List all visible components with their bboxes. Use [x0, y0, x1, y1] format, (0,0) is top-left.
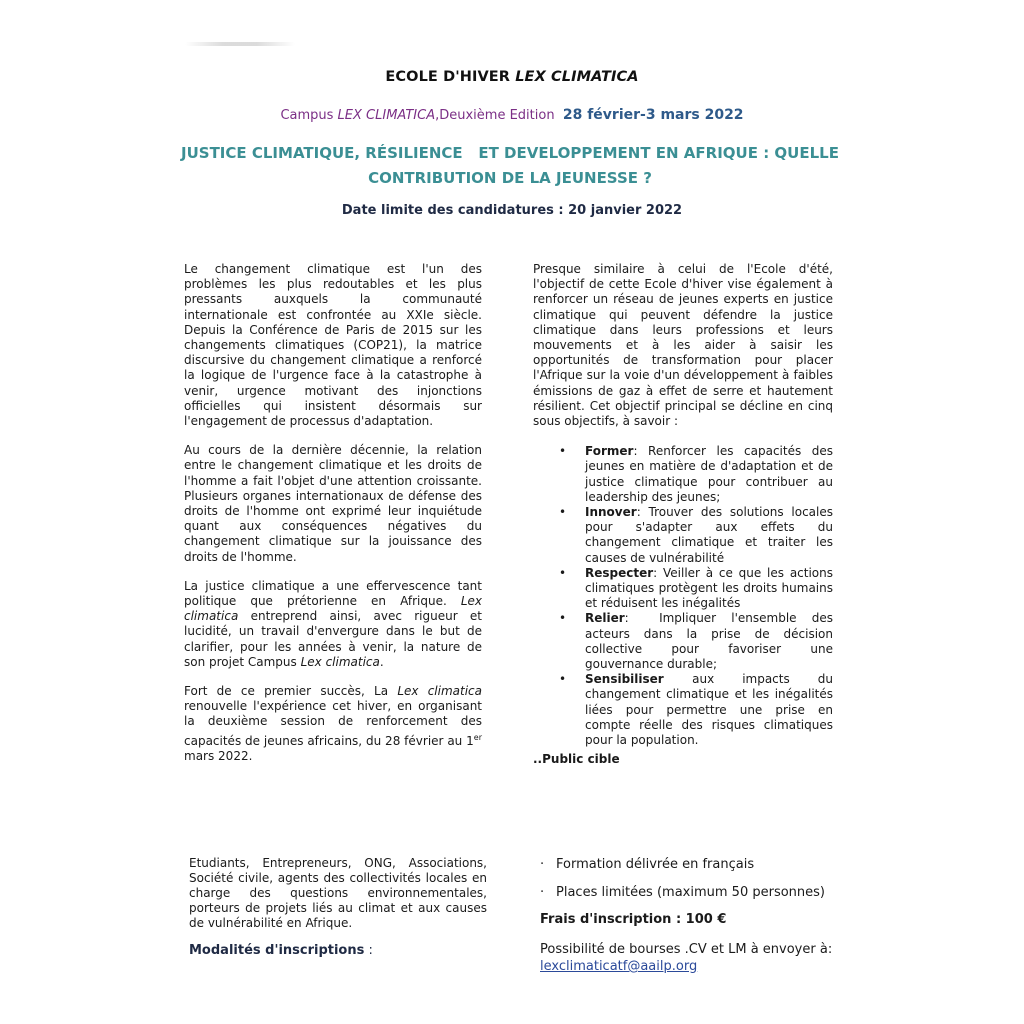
registration-colon: :: [364, 943, 373, 958]
info-item-text: Formation délivrée en français: [556, 857, 755, 872]
paragraph-2: Au cours de la dernière décennie, la relation entre le changement climatique et les droits de l'homme a fait l'objet d'une attention croissante. Plusieurs organes internationaux de défense des droits de l'homme ont exprimé leur inquiétude quant aux conséquences négatives du changement climatique sur la jouissance des droits de l'homme.: [184, 443, 482, 564]
objective-label: Former: [585, 444, 634, 459]
objective-item: [585, 611, 833, 672]
p4-text-c: mars 2022.: [184, 748, 253, 763]
objective-text: aux impacts du changement climatique et les inégalités liées pour permettre une prise en compte réelle des risques climatiques pour la population.: [585, 672, 833, 748]
p4-italic: Lex climatica: [397, 684, 482, 699]
heading-line-2: CONTRIBUTION DE LA JEUNESSE ?: [368, 169, 652, 187]
main-heading: [160, 141, 860, 191]
campus-suffix: ,Deuxième Edition: [435, 108, 555, 123]
campus-subtitle: [0, 107, 1024, 123]
scan-smudge: [185, 42, 295, 46]
campus-prefix: Campus: [280, 108, 338, 123]
p3-italic-2: Lex climatica: [300, 654, 380, 669]
right-column: [533, 262, 833, 748]
info-item-places: [540, 884, 825, 902]
objective-label: Sensibilise: [585, 672, 658, 687]
registration-label: Modalités d'inscriptions: [189, 943, 365, 958]
scholarship-info: [540, 941, 860, 975]
p3-text-c: .: [379, 654, 384, 669]
objective-separator: :: [636, 505, 649, 520]
title-prefix: ECOLE D'HIVER: [385, 69, 516, 85]
contact-email-link[interactable]: lexclimaticatf@aailp.org: [540, 959, 698, 974]
application-deadline: Date limite des candidatures : 20 janvier 2022: [341, 203, 683, 218]
objective-item: [585, 444, 833, 505]
page-title: [0, 69, 1024, 85]
objective-text: Trouver des solutions locales pour s'adapter aux effets du changement climatique et traiter les causes de vulnérabilité: [585, 505, 833, 565]
objective-separator: :: [624, 611, 660, 626]
objectives-list: [533, 444, 833, 748]
p3-text-a: La justice climatique a une effervescence tant politique que prétorienne en Afrique.: [184, 578, 482, 609]
p3-text-b: entreprend ainsi, avec rigueur et lucidité, un travail d'envergure dans le but de clarifier, pour les années à venir, la nature de son projet Campus: [184, 609, 482, 669]
objective-item: [585, 672, 833, 748]
event-dates: 28 février-3 mars 2022: [562, 107, 744, 123]
p3-italic-1: Lex climatica: [184, 594, 482, 624]
objective-label: Respecter: [585, 565, 654, 580]
objectives-intro: Presque similaire à celui de l'Ecole d'été, l'objectif de cette Ecole d'hiver vise également à renforcer un réseau de jeunes experts en justice climatique qui peuvent défendre la justice climatique dans leurs professions et leurs mouvements et à les aider à saisir les opportunités de transformation pour placer l'Afrique sur la voie d'un développement à faibles émissions de gaz à effet de serre et hautement résilient. Cet objectif principal se décline en cinq sous objectifs, à savoir :: [533, 262, 833, 429]
objective-label: Innover: [585, 505, 637, 520]
p4-text-b: renouvelle l'expérience cet hiver, en organisant la deuxième session de renforcement des capacités de jeunes africains, du 28 février au 1: [184, 699, 482, 748]
audience-description: Etudiants, Entrepreneurs, ONG, Associations, Société civile, agents des collectivités locales en charge des questions environnementales, porteurs de projets liés au climat et aux causes de vulnérabilité en Afrique.: [189, 856, 487, 930]
objective-text: Renforcer les capacités des jeunes en matière de d'adaptation et de justice climatique pour contribuer au leadership des jeunes;: [585, 444, 834, 504]
paragraph-1: Le changement climatique est l'un des problèmes les plus redoutables et les plus pressants auxquels la communauté internationale est confrontée au XXIe siècle. Depuis la Conférence de Paris de 2015 sur les changements climatiques (COP21), la matrice discursive du changement climatique a renforcé la logique de l'urgence face à la catastrophe à venir, urgence motivant des injonctions officielles qui insistent désormais sur l'engagement de processus d'adaptation.: [184, 262, 482, 429]
registration-heading: [189, 943, 373, 958]
info-item-language: [540, 856, 754, 874]
objective-item: [585, 566, 833, 612]
bullet-dot: ·: [540, 885, 545, 900]
info-item-text: Places limitées (maximum 50 personnes): [556, 885, 825, 900]
objective-label: Relier: [585, 611, 625, 626]
objective-item: [585, 505, 833, 566]
campus-italic: LEX CLIMATICA: [337, 108, 436, 123]
objective-separator: :: [633, 444, 649, 459]
paragraph-4: [184, 684, 482, 764]
heading-line-1: JUSTICE CLIMATIQUE, RÉSILIENCE ET DEVELOPPEMENT EN AFRIQUE : QUELLE: [181, 144, 839, 162]
bullet-dot: ·: [540, 857, 545, 872]
target-audience-heading: ..Public cible: [533, 752, 620, 766]
p4-text-a: Fort de ce premier succès, La: [184, 684, 398, 699]
objective-separator: :: [653, 565, 663, 580]
scholarship-text: Possibilité de bourses .CV et LM à envoyer à:: [540, 942, 833, 957]
objective-separator: r: [657, 672, 693, 687]
objective-text: Veiller à ce que les actions climatiques protègent les droits humains et réduisent les inégalités: [585, 565, 834, 611]
registration-fee: Frais d'inscription : 100 €: [540, 912, 727, 927]
objective-text: Impliquer l'ensemble des acteurs dans la prise de décision collective pour favoriser une gouvernance durable;: [585, 611, 833, 672]
paragraph-3: [184, 579, 482, 670]
title-italic: LEX CLIMATICA: [515, 69, 639, 85]
p4-superscript: er: [473, 732, 482, 742]
left-column: [184, 262, 482, 778]
